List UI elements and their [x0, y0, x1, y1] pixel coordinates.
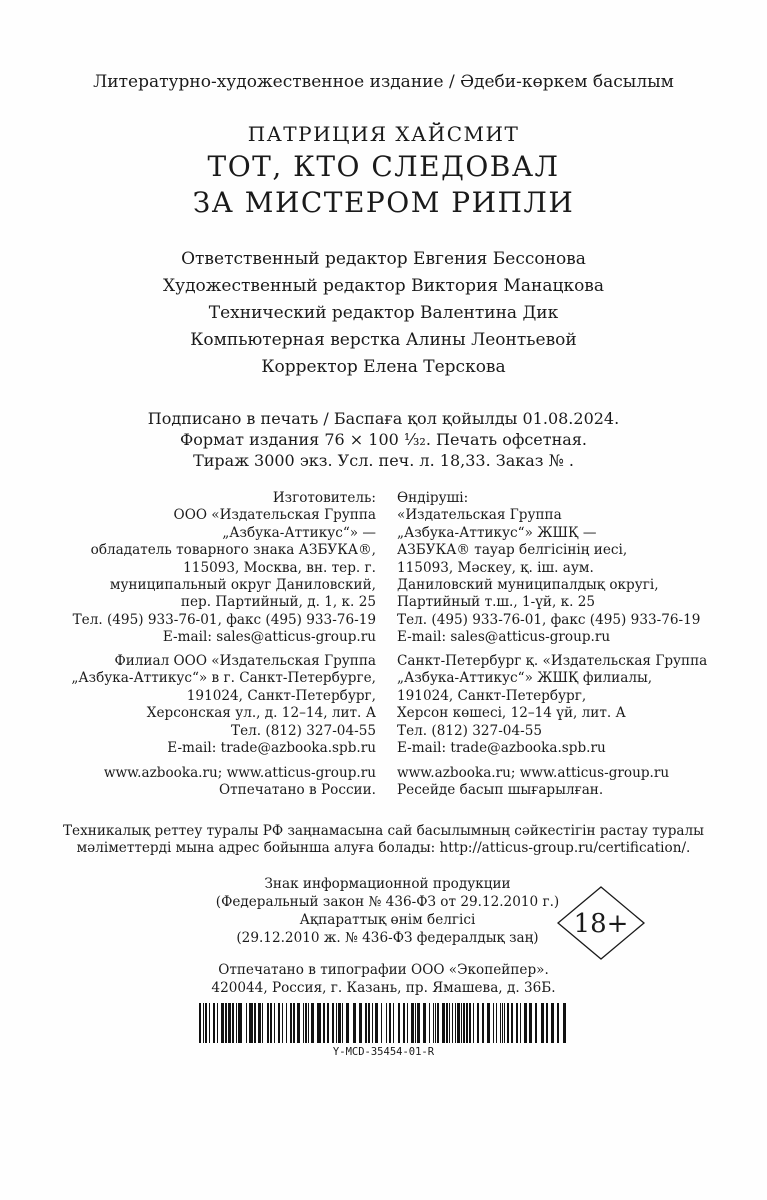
- barcode-bar: [270, 1003, 272, 1043]
- barcode-bar: [417, 1003, 420, 1043]
- barcode-bar: [487, 1003, 490, 1043]
- barcode-bar: [246, 1003, 247, 1043]
- barcode-bar: [504, 1003, 505, 1043]
- barcode-bar: [433, 1003, 434, 1043]
- barcode-bar: [389, 1003, 391, 1043]
- barcode-bar: [236, 1003, 237, 1043]
- manufacturer-kz-line: АЗБУКА® тауар белгісінің иесі,: [397, 542, 628, 559]
- barcode-bar: [563, 1003, 566, 1043]
- barcode-bar: [353, 1003, 356, 1043]
- websites-kz: [397, 765, 669, 800]
- barcode-bar: [529, 1003, 532, 1043]
- websites-ru-link[interactable]: www.azbooka.ru; www.atticus-group.ru: [103, 765, 376, 781]
- manufacturer-kz-line: Тел. (495) 933-76-01, факс (495) 933-76-19: [397, 611, 701, 628]
- barcode-bar: [375, 1003, 378, 1043]
- barcode-bar: [258, 1003, 261, 1043]
- branch-ru-line: „Азбука-Аттикус“» в г. Санкт-Петербурге,: [71, 670, 376, 687]
- barcode-bar: [327, 1003, 329, 1043]
- barcode-bar: [308, 1003, 309, 1043]
- manufacturer-ru-line: Изготовитель:: [272, 490, 376, 506]
- barcode-bar: [435, 1003, 436, 1043]
- barcode-bar: [205, 1003, 207, 1043]
- barcode-bar: [507, 1003, 509, 1043]
- printed-in-russia-ru: Отпечатано в России.: [218, 782, 376, 799]
- barcode: [199, 1003, 569, 1043]
- manufacturer-ru-email[interactable]: E-mail: sales@atticus-group.ru: [162, 629, 376, 646]
- barcode-bar: [463, 1003, 465, 1043]
- edition-type: Литературно-художественное издание / Әдеби-көркем басылым: [93, 72, 674, 92]
- barcode-bar: [262, 1003, 263, 1043]
- staff-line: Технический редактор Валентина Дик: [208, 303, 559, 323]
- manufacturer-kz-line: Өндіруші:: [397, 490, 469, 506]
- barcode-bar: [381, 1003, 382, 1043]
- barcode-bar: [535, 1003, 537, 1043]
- info-sign-line: Знак информационной продукции: [264, 876, 511, 892]
- barcode-bar: [393, 1003, 394, 1043]
- branch-ru: [71, 653, 376, 757]
- branch-ru-line: 191024, Санкт-Петербург,: [186, 687, 376, 704]
- barcode-bar: [520, 1003, 521, 1043]
- staff-line: Художественный редактор Виктория Манацкова: [162, 276, 605, 296]
- barcode-bar: [477, 1003, 479, 1043]
- info-sign-line: (29.12.2010 ж. № 436-ФЗ федералдық заң): [236, 930, 539, 946]
- manufacturer-ru-line: ООО «Издательская Группа: [173, 507, 376, 524]
- printer-line: 420044, Россия, г. Казань, пр. Ямашева, д. 36Б.: [211, 980, 556, 996]
- manufacturer-ru-line: 115093, Москва, вн. тер. г.: [183, 559, 376, 576]
- barcode-bar: [286, 1003, 287, 1043]
- barcode-bar: [511, 1003, 513, 1043]
- certification-line: мәліметтерді мына адрес бойынша алуға болады: http://atticus-group.ru/certification/.: [76, 840, 691, 856]
- barcode-bar: [500, 1003, 501, 1043]
- barcode-bar: [199, 1003, 201, 1043]
- barcode-bar: [221, 1003, 224, 1043]
- manufacturer-kz-line: «Издательская Группа: [397, 507, 562, 524]
- barcode-bar: [305, 1003, 307, 1043]
- manufacturer-ru-line: „Азбука-Аттикус“» —: [222, 524, 376, 541]
- barcode-bar: [461, 1003, 462, 1043]
- manufacturer-kz-line: Партийный т.ш., 1-үй, к. 25: [397, 594, 596, 611]
- barcode-bar: [303, 1003, 304, 1043]
- barcode-bar: [407, 1003, 408, 1043]
- staff-line: Компьютерная верстка Алины Леонтьевой: [190, 330, 577, 350]
- barcode-bar: [213, 1003, 215, 1043]
- age-rating-text: 18+: [573, 909, 629, 939]
- barcode-bar: [398, 1003, 400, 1043]
- barcode-bar: [228, 1003, 231, 1043]
- age-rating-badge: [556, 885, 646, 961]
- barcode-bar: [311, 1003, 314, 1043]
- branch-ru-email[interactable]: E-mail: trade@azbooka.spb.ru: [167, 739, 376, 756]
- barcode-bar: [469, 1003, 471, 1043]
- manufacturer-ru-line: Тел. (495) 933-76-01, факс (495) 933-76-19: [72, 611, 376, 628]
- barcode-code: Y-MCD-35454-01-R: [332, 1046, 435, 1058]
- barcode-bar: [278, 1003, 280, 1043]
- barcode-bar: [466, 1003, 468, 1043]
- barcode-bar: [290, 1003, 292, 1043]
- book-title-line-1: ТОТ, КТО СЛЕДОВАЛ: [207, 150, 560, 183]
- barcode-bar: [238, 1003, 242, 1043]
- barcode-bar: [442, 1003, 445, 1043]
- author-name: ПАТРИЦИЯ ХАЙСМИТ: [247, 122, 520, 146]
- barcode-bar: [455, 1003, 456, 1043]
- book-title-line-2: ЗА МИСТЕРОМ РИПЛИ: [192, 186, 575, 219]
- barcode-bar: [449, 1003, 450, 1043]
- branch-kz-email[interactable]: E-mail: trade@azbooka.spb.ru: [397, 739, 606, 756]
- barcode-bar: [541, 1003, 544, 1043]
- manufacturer-ru-line: обладатель товарного знака АЗБУКА®,: [90, 542, 376, 559]
- branch-kz-line: „Азбука-Аттикус“» ЖШҚ филиалы,: [397, 670, 653, 687]
- barcode-bar: [403, 1003, 405, 1043]
- barcode-bar: [346, 1003, 349, 1043]
- info-sign-line: (Федеральный закон № 436-ФЗ от 29.12.2010 г.): [215, 894, 560, 910]
- manufacturer-kz-line: 115093, Мәскеу, қ. іш. аум.: [397, 559, 594, 576]
- info-sign-line: Ақпараттық өнім белгісі: [299, 912, 476, 928]
- print-info-line: Тираж 3000 экз. Усл. печ. л. 18,33. Заказ № .: [193, 451, 574, 470]
- branch-kz-line: Херсон көшесі, 12–14 үй, лит. А: [397, 705, 626, 722]
- branch-kz-line: Тел. (812) 327-04-55: [397, 722, 542, 739]
- manufacturer-ru: [73, 490, 376, 647]
- barcode-bar: [274, 1003, 275, 1043]
- manufacturer-kz-line: Даниловский муниципалдық округі,: [397, 576, 659, 593]
- branch-kz: [397, 653, 707, 757]
- barcode-bar: [332, 1003, 334, 1043]
- barcode-bar: [452, 1003, 453, 1043]
- barcode-bar: [336, 1003, 337, 1043]
- barcode-bar: [493, 1003, 494, 1043]
- staff-line: Корректор Елена Терскова: [261, 357, 506, 377]
- branch-ru-line: Херсонская ул., д. 12–14, лит. А: [146, 705, 376, 722]
- barcode-bar: [473, 1003, 474, 1043]
- barcode-bar: [551, 1003, 554, 1043]
- barcode-bar: [232, 1003, 234, 1043]
- branch-kz-line: Санкт-Петербург қ. «Издательская Группа: [397, 653, 708, 669]
- barcode-bar: [557, 1003, 559, 1043]
- barcode-bar: [516, 1003, 518, 1043]
- barcode-bar: [437, 1003, 439, 1043]
- barcode-bar: [482, 1003, 484, 1043]
- barcode-bar: [297, 1003, 300, 1043]
- websites-kz-link[interactable]: www.azbooka.ru; www.atticus-group.ru: [397, 765, 670, 781]
- barcode-bar: [429, 1003, 430, 1043]
- barcode-bar: [415, 1003, 416, 1043]
- branch-kz-line: 191024, Санкт-Петербург,: [397, 687, 587, 704]
- barcode-bar: [254, 1003, 256, 1043]
- staff-line: Ответственный редактор Евгения Бессонова: [181, 249, 586, 269]
- printer-line: Отпечатано в типографии ООО «Экопейпер».: [218, 962, 549, 978]
- print-info-line: Формат издания 76 × 100 ¹⁄₃₂. Печать офсетная.: [179, 430, 588, 449]
- barcode-bar: [372, 1003, 373, 1043]
- barcode-bar: [411, 1003, 414, 1043]
- barcode-bar: [217, 1003, 218, 1043]
- barcode-bar: [446, 1003, 448, 1043]
- manufacturer-ru-line: муниципальный округ Даниловский,: [109, 576, 376, 593]
- barcode-bar: [496, 1003, 497, 1043]
- websites-ru: [104, 765, 376, 800]
- barcode-bar: [203, 1003, 204, 1043]
- barcode-bar: [368, 1003, 370, 1043]
- barcode-bar: [502, 1003, 503, 1043]
- manufacturer-kz-line: „Азбука-Аттикус“» ЖШҚ —: [397, 524, 597, 541]
- manufacturer-kz: [397, 490, 700, 647]
- barcode-bar: [225, 1003, 227, 1043]
- certification-line: Техникалық реттеу туралы РФ заңнамасына сай басылымның сәйкестігін растау туралы: [62, 823, 704, 839]
- barcode-bar: [338, 1003, 341, 1043]
- print-info-line: Подписано в печать / Баспаға қол қойылды 01.08.2024.: [147, 409, 620, 428]
- manufacturer-kz-email[interactable]: E-mail: sales@atticus-group.ru: [397, 629, 611, 646]
- barcode-bar: [249, 1003, 253, 1043]
- barcode-bar: [524, 1003, 527, 1043]
- barcode-bar: [282, 1003, 283, 1043]
- barcode-bar: [342, 1003, 343, 1043]
- branch-ru-line: Тел. (812) 327-04-55: [231, 722, 376, 739]
- barcode-bar: [386, 1003, 387, 1043]
- branch-ru-line: Филиал ООО «Издательская Группа: [114, 653, 376, 669]
- barcode-bar: [365, 1003, 367, 1043]
- barcode-bar: [317, 1003, 321, 1043]
- barcode-bar: [546, 1003, 548, 1043]
- barcode-bar: [209, 1003, 210, 1043]
- manufacturer-ru-line: пер. Партийный, д. 1, к. 25: [180, 594, 376, 611]
- barcode-bar: [359, 1003, 362, 1043]
- barcode-bar: [293, 1003, 295, 1043]
- barcode-bar: [423, 1003, 426, 1043]
- barcode-bar: [267, 1003, 269, 1043]
- printed-in-russia-kz: Ресейде басып шығарылған.: [397, 782, 604, 799]
- barcode-bar: [457, 1003, 460, 1043]
- barcode-bar: [323, 1003, 325, 1043]
